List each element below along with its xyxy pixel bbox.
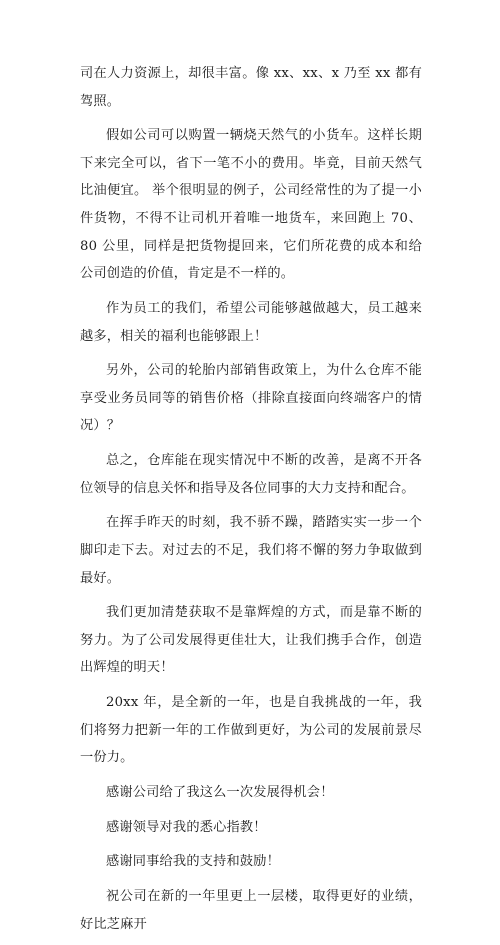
paragraph-blessing: 祝公司在新的一年里更上一层楼，取得更好的业绩，好比芝麻开 [80,889,422,932]
paragraph-thanks-leaders: 感谢领导对我的悉心指教！ [106,819,267,835]
paragraph-effort: 我们更加清楚获取不是靠辉煌的方式，而是靠不断的努力。为了公司发展得更佳壮大，让我们携手合作，创造出辉煌的明天！ [80,605,422,676]
paragraph-summary: 总之，仓库能在现实情况中不断的改善，是离不开各位领导的信息关怀和指导及各位同事的大力支持和配合。 [80,453,422,496]
paragraph-thanks-colleagues: 感谢同事给我的支持和鼓励！ [106,854,281,870]
paragraph-farewell-yesterday: 在挥手昨天的时刻，我不骄不躁，踏踏实实一步一个脚印走下去。对过去的不足，我们将不懈的努力争取做到最好。 [80,515,422,586]
paragraph-employee-hope: 作为员工的我们，希望公司能够越做越大，员工越来越多，相关的福利也能够跟上！ [80,300,422,344]
paragraph-truck-proposal: 假如公司可以购置一辆烧天然气的小货车。这样长期下来完全可以，省下一笔不小的费用。毕竟，目前天然气比油便宜。 举个很明显的例子，公司经常性的为了提一小件货物，不得不让司机开着唯一地货车，来回跑上 70、80 公里，同样是把货物提回来，它们所花费的成本和给公司创造的价值，肯定是不一样的。 [80,128,422,282]
paragraph-thanks-company: 感谢公司给了我这么一次发展得机会！ [106,785,334,800]
paragraph-continuation: 司在人力资源上，却很丰富。像 xx、xx、x 乃至 xx 都有驾照。 [80,66,422,109]
paragraph-new-year: 20xx 年，是全新的一年，也是自我挑战的一年，我们将努力把新一年的工作做到更好，为公司的发展前景尽一份力。 [80,695,422,766]
document-body [80,60,422,945]
paragraph-tire-policy: 另外，公司的轮胎内部销售政策上，为什么仓库不能享受业务员同等的销售价格（排除直接面向终端客户的情况）？ [80,363,422,434]
